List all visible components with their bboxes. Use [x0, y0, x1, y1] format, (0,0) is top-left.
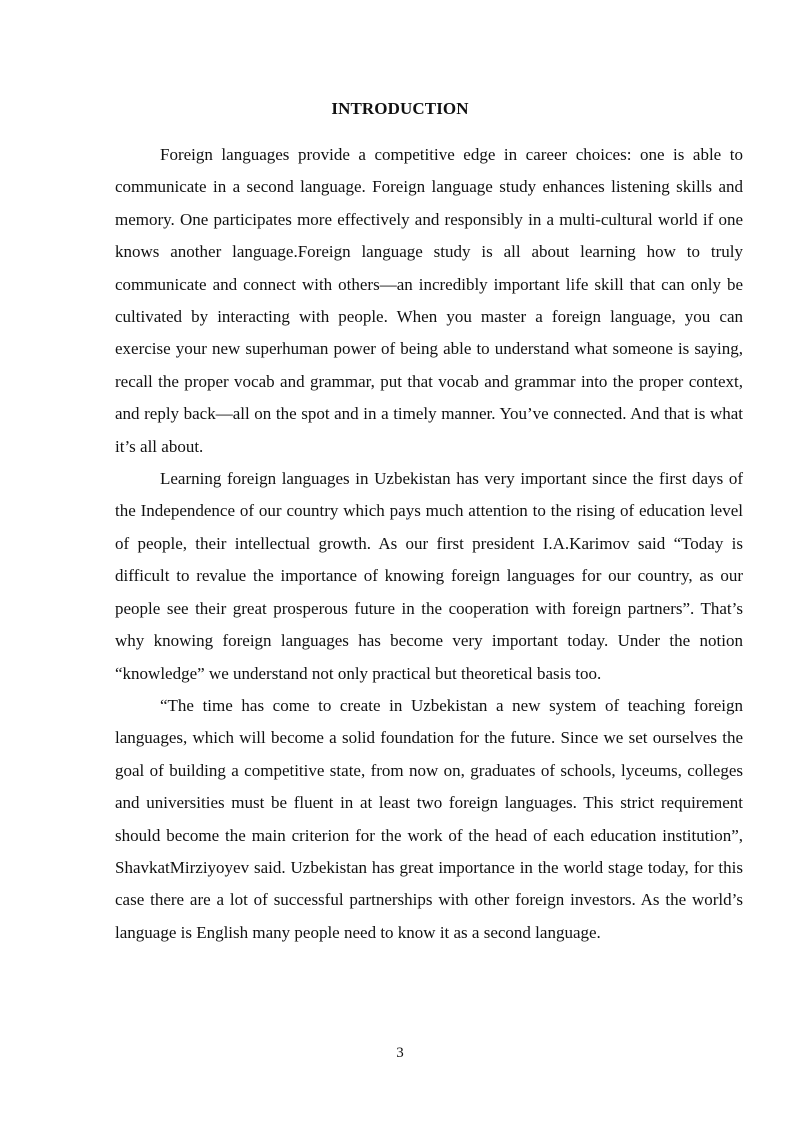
page-number: 3 — [396, 1045, 404, 1061]
paragraph-1: Foreign languages provide a competitive edge in career choices: one is able to communicate in a second language. Foreign language study enhances listening skills and memory. One participates more effectively and responsibly in a multi-cultural world if one knows another language.Foreign language study is all about learning how to truly communicate and connect with others—an incredibly important life skill that can only be cultivated by interacting with people. When you master a foreign language, you can exercise your new superhuman power of being able to understand what someone is saying, recall the proper vocab and grammar, put that vocab and grammar into the proper context, and reply back—all on the spot and in a timely manner. You’ve connected. And that is what it’s all about. — [115, 145, 743, 456]
page-title: INTRODUCTION — [331, 99, 469, 118]
body-text — [115, 139, 743, 949]
paragraph-3: “The time has come to create in Uzbekistan a new system of teaching foreign languages, which will become a solid foundation for the future. Since we set ourselves the goal of building a competitive state, from now on, graduates of schools, lyceums, colleges and universities must be fluent in at least two foreign languages. This strict requirement should become the main criterion for the work of the head of each education institution”, ShavkatMirziyoyev said. Uzbekistan has great importance in the world stage today, for this case there are a lot of successful partnerships with other foreign investors. As the world’s language is English many people need to know it as a second language. — [115, 695, 743, 942]
paragraph-2: Learning foreign languages in Uzbekistan has very important since the first days of the Independence of our country which pays much attention to the rising of education level of people, their intellectual growth. As our first president I.A.Karimov said “Today is difficult to revalue the importance of knowing foreign languages for our country, as our people see their great prosperous future in the cooperation with foreign partners”. That’s why knowing foreign languages has become very important today. Under the notion “knowledge” we understand not only practical but theoretical basis too. — [115, 469, 743, 683]
